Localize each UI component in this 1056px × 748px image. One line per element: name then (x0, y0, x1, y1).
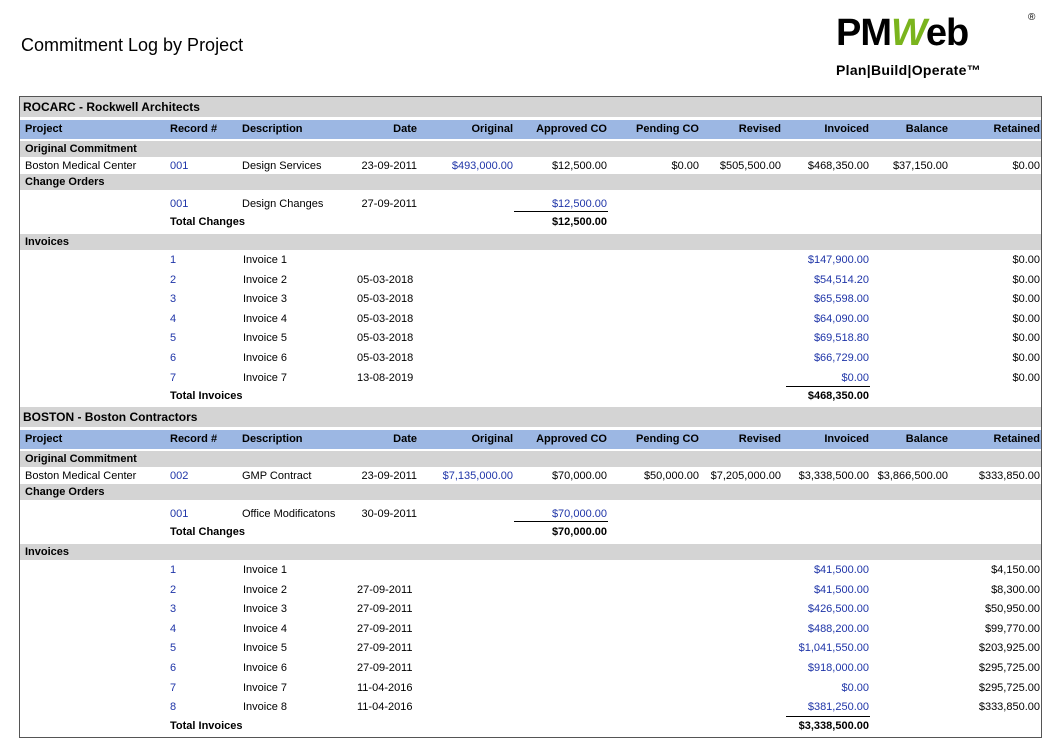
invoice-date: 05-03-2018 (357, 273, 414, 286)
invoice-record-link[interactable]: 6 (170, 352, 177, 364)
invoice-record-link[interactable]: 5 (170, 332, 177, 345)
commitment-invoiced: $468,350.00 (807, 160, 869, 172)
invoice-row (20, 311, 1041, 327)
commitment-description: Design Services (242, 160, 322, 172)
column-header-invoiced: Invoiced (824, 433, 869, 445)
column-header-revised: Revised (738, 123, 781, 135)
invoice-row (20, 582, 1041, 598)
vendor-group-title: ROCARC - Rockwell Architects (23, 100, 200, 114)
invoice-amount-link[interactable]: $488,200.00 (807, 622, 869, 635)
section-original-commitment (20, 451, 1041, 467)
invoice-record-link[interactable]: 6 (170, 662, 177, 674)
column-header-date: Date (393, 123, 417, 135)
invoice-row (20, 640, 1041, 656)
invoice-retained: $50,950.00 (984, 603, 1040, 616)
commitment-retained: $333,850.00 (978, 470, 1040, 482)
invoice-record-link[interactable]: 2 (170, 583, 177, 596)
column-header-retained: Retained (993, 433, 1040, 445)
column-header-record: Record # (170, 123, 218, 135)
invoice-row (20, 330, 1041, 346)
invoice-date: 05-03-2018 (357, 352, 414, 364)
invoice-retained: $4,150.00 (991, 564, 1040, 576)
section-label: Invoices (25, 236, 70, 248)
change-order-description: Office Modificatons (242, 508, 336, 520)
commitment-log-table (19, 96, 1042, 738)
invoice-retained: $295,725.00 (978, 662, 1040, 674)
change-order-description: Design Changes (242, 198, 324, 210)
invoice-row (20, 680, 1041, 696)
change-order-approved-link[interactable]: $12,500.00 (551, 198, 607, 210)
invoice-description: Invoice 3 (243, 293, 288, 306)
invoice-retained: $8,300.00 (991, 583, 1040, 596)
commitment-project: Boston Medical Center (25, 160, 137, 172)
invoice-row (20, 562, 1041, 578)
invoice-date: 27-09-2011 (357, 662, 413, 674)
commitment-description: GMP Contract (242, 470, 312, 482)
invoice-record-link[interactable]: 7 (170, 681, 177, 694)
invoice-description: Invoice 7 (243, 681, 288, 694)
invoice-description: Invoice 2 (243, 273, 288, 286)
column-header-approved-co: Approved CO (536, 123, 607, 135)
invoice-amount-link[interactable]: $918,000.00 (807, 662, 869, 674)
invoice-retained: $0.00 (1012, 371, 1040, 384)
column-header-row (20, 120, 1041, 139)
total-invoices-rule (786, 716, 870, 717)
total-invoices-label: Total Invoices (170, 719, 243, 732)
invoice-amount-link[interactable]: $69,518.80 (813, 332, 869, 345)
total-changes-label: Total Changes (170, 526, 245, 538)
invoice-record-link[interactable]: 1 (170, 564, 177, 576)
commitment-record-link[interactable]: 002 (170, 470, 189, 482)
section-label: Original Commitment (25, 453, 137, 465)
invoice-retained: $333,850.00 (978, 701, 1040, 714)
invoice-row (20, 370, 1041, 386)
change-order-record-link[interactable]: 001 (170, 508, 189, 520)
invoice-record-link[interactable]: 3 (170, 603, 177, 616)
commitment-balance: $3,866,500.00 (877, 470, 948, 482)
commitment-date: 23-09-2011 (361, 160, 417, 172)
invoice-amount-link[interactable]: $64,090.00 (813, 312, 869, 325)
total-changes-value: $12,500.00 (551, 216, 607, 228)
column-header-approved-co: Approved CO (536, 433, 607, 445)
section-invoices (20, 544, 1041, 560)
section-invoices (20, 234, 1041, 250)
invoice-row (20, 291, 1041, 307)
column-header-original: Original (471, 123, 513, 135)
invoice-description: Invoice 8 (243, 701, 288, 714)
change-order-row (20, 196, 1041, 212)
commitment-revised: $7,205,000.00 (710, 470, 781, 482)
total-invoices-row (20, 388, 1041, 404)
column-header-revised: Revised (738, 433, 781, 445)
invoice-amount-link[interactable]: $65,598.00 (813, 293, 869, 306)
report-title: Commitment Log by Project (21, 35, 244, 55)
commitment-row (20, 158, 1041, 174)
commitment-invoiced: $3,338,500.00 (798, 470, 869, 482)
invoice-description: Invoice 2 (243, 583, 288, 596)
logo-pm-letters: PM (836, 12, 891, 54)
invoice-description: Invoice 4 (243, 312, 288, 325)
column-header-project: Project (25, 123, 63, 135)
pmweb-logo (836, 12, 1041, 84)
invoice-record-link[interactable]: 4 (170, 312, 177, 325)
invoice-amount-link[interactable]: $0.00 (841, 681, 869, 694)
total-invoices-value: $3,338,500.00 (798, 719, 869, 732)
invoice-amount-link[interactable]: $381,250.00 (807, 701, 869, 714)
invoice-date: 13-08-2019 (357, 371, 414, 384)
commitment-retained: $0.00 (1012, 160, 1040, 172)
total-changes-row (20, 214, 1041, 230)
total-changes-row (20, 524, 1041, 540)
total-invoices-row (20, 718, 1041, 734)
section-label: Invoices (25, 546, 70, 558)
invoice-amount-link[interactable]: $1,041,550.00 (798, 642, 869, 655)
invoice-description: Invoice 7 (243, 371, 288, 384)
invoice-description: Invoice 6 (243, 662, 288, 674)
invoice-record-link[interactable]: 4 (170, 622, 177, 635)
vendor-group-header (20, 407, 1041, 427)
invoice-retained: $0.00 (1012, 273, 1040, 286)
logo-wordmark (836, 12, 968, 55)
commitment-project: Boston Medical Center (25, 470, 137, 482)
logo-w-letter: W (891, 12, 926, 54)
section-label: Change Orders (25, 176, 105, 188)
column-header-balance: Balance (905, 123, 948, 135)
column-header-row (20, 430, 1041, 449)
invoice-retained: $203,925.00 (978, 642, 1040, 655)
invoice-row (20, 621, 1041, 637)
invoice-record-link[interactable]: 2 (170, 273, 177, 286)
column-header-original: Original (471, 433, 513, 445)
change-order-record-link[interactable]: 001 (170, 198, 189, 210)
vendor-group-header (20, 97, 1041, 117)
change-order-date: 30-09-2011 (361, 508, 417, 520)
total-invoices-label: Total Invoices (170, 390, 243, 403)
total-invoices-value: $468,350.00 (807, 390, 869, 403)
invoice-amount-link[interactable]: $66,729.00 (813, 352, 869, 364)
invoice-date: 11-04-2016 (357, 681, 413, 694)
change-order-approved-link[interactable]: $70,000.00 (551, 508, 607, 520)
invoice-date: 05-03-2018 (357, 332, 414, 345)
change-order-row (20, 506, 1041, 522)
commitment-pending-co: $0.00 (671, 160, 699, 172)
commitment-original-link[interactable]: $7,135,000.00 (442, 470, 513, 482)
invoice-record-link[interactable]: 5 (170, 642, 177, 655)
section-label: Change Orders (25, 486, 105, 498)
invoice-amount-link[interactable]: $426,500.00 (807, 603, 869, 616)
column-header-retained: Retained (993, 123, 1040, 135)
invoice-record-link[interactable]: 7 (170, 371, 177, 384)
section-label: Original Commitment (25, 143, 137, 155)
invoice-record-link[interactable]: 8 (170, 701, 177, 714)
total-invoices-rule (786, 386, 870, 387)
commitment-original-link[interactable]: $493,000.00 (451, 160, 513, 172)
vendor-group-title: BOSTON - Boston Contractors (23, 410, 198, 424)
column-header-description: Description (242, 433, 303, 445)
invoice-date: 11-04-2016 (357, 701, 413, 714)
invoice-row (20, 272, 1041, 288)
commitment-balance: $37,150.00 (892, 160, 948, 172)
invoice-date: 27-09-2011 (357, 603, 413, 616)
change-order-date: 27-09-2011 (361, 198, 417, 210)
invoice-description: Invoice 1 (243, 564, 288, 576)
logo-eb-letters: eb (925, 12, 969, 54)
section-change-orders (20, 484, 1041, 500)
commitment-revised: $505,500.00 (719, 160, 781, 172)
invoice-retained: $0.00 (1012, 293, 1040, 306)
invoice-row (20, 660, 1041, 676)
invoice-description: Invoice 6 (243, 352, 288, 364)
invoice-description: Invoice 5 (243, 642, 288, 655)
column-header-balance: Balance (905, 433, 948, 445)
invoice-row (20, 601, 1041, 617)
column-header-pending-co: Pending CO (636, 123, 699, 135)
column-header-date: Date (393, 433, 417, 445)
invoice-description: Invoice 5 (243, 332, 288, 345)
invoice-description: Invoice 3 (243, 603, 288, 616)
commitment-record-link[interactable]: 001 (170, 160, 189, 172)
commitment-date: 23-09-2011 (361, 470, 417, 482)
invoice-retained: $99,770.00 (984, 622, 1040, 635)
invoice-retained: $295,725.00 (978, 681, 1040, 694)
invoice-retained: $0.00 (1012, 254, 1040, 266)
column-header-project: Project (25, 433, 63, 445)
invoice-row (20, 252, 1041, 268)
commitment-approved-co: $70,000.00 (551, 470, 607, 482)
column-header-pending-co: Pending CO (636, 433, 699, 445)
total-changes-label: Total Changes (170, 216, 245, 228)
logo-registered-mark: ® (1028, 12, 1036, 23)
total-changes-rule (514, 521, 608, 522)
column-header-invoiced: Invoiced (824, 123, 869, 135)
invoice-amount-link[interactable]: $0.00 (841, 371, 869, 384)
invoice-description: Invoice 1 (243, 254, 288, 266)
invoice-amount-link[interactable]: $41,500.00 (813, 583, 869, 596)
invoice-amount-link[interactable]: $41,500.00 (813, 564, 869, 576)
invoice-record-link[interactable]: 3 (170, 293, 177, 306)
section-original-commitment (20, 141, 1041, 157)
invoice-amount-link[interactable]: $54,514.20 (813, 273, 869, 286)
invoice-date: 27-09-2011 (357, 583, 413, 596)
invoice-amount-link[interactable]: $147,900.00 (807, 254, 869, 266)
commitment-pending-co: $50,000.00 (643, 470, 699, 482)
invoice-row (20, 350, 1041, 366)
commitment-row (20, 468, 1041, 484)
column-header-description: Description (242, 123, 303, 135)
invoice-retained: $0.00 (1012, 312, 1040, 325)
invoice-date: 05-03-2018 (357, 293, 414, 306)
section-change-orders (20, 174, 1041, 190)
invoice-date: 05-03-2018 (357, 312, 414, 325)
total-changes-rule (514, 211, 608, 212)
column-header-record: Record # (170, 433, 218, 445)
commitment-approved-co: $12,500.00 (551, 160, 607, 172)
invoice-record-link[interactable]: 1 (170, 254, 177, 266)
invoice-description: Invoice 4 (243, 622, 288, 635)
invoice-date: 27-09-2011 (357, 642, 413, 655)
invoice-row (20, 699, 1041, 715)
logo-tagline: Plan|Build|Operate™ (836, 62, 982, 78)
invoice-retained: $0.00 (1012, 352, 1040, 364)
invoice-retained: $0.00 (1012, 332, 1040, 345)
invoice-date: 27-09-2011 (357, 622, 413, 635)
total-changes-value: $70,000.00 (551, 526, 607, 538)
